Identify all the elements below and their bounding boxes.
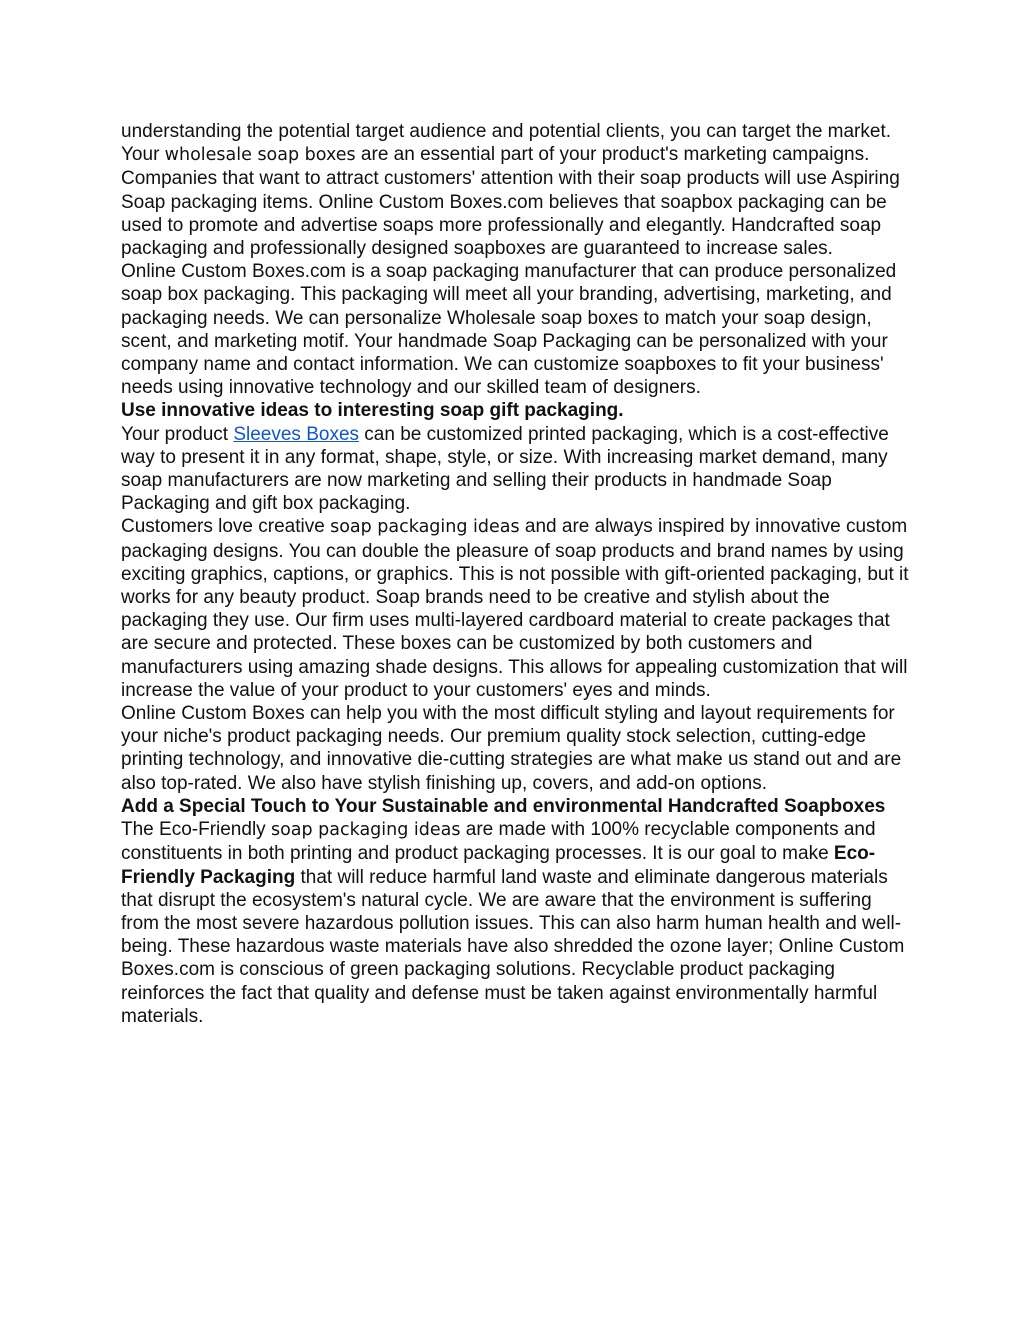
eco-friendly-packaging-bold: Eco-Friendly Packaging (121, 843, 876, 888)
paragraph-sleeves-boxes (121, 423, 911, 516)
sleeves-boxes-link[interactable]: Sleeves Boxes (233, 423, 360, 445)
paragraph-styling-layout-text: Online Custom Boxes can help you with the most difficult styling and layout requirements for your niche's product packaging needs. Our premium quality stock selection, cutting-edge printing technology, and innovative die-cutting strategies are what make us stand out and are also top-rated. We also have stylish finishing up, covers, and add-on options. (121, 703, 902, 794)
paragraph-wholesale-soap-boxes-lead: Your (121, 144, 165, 166)
soap-packaging-ideas-phrase: soap packaging ideas (330, 517, 520, 538)
document-body (121, 120, 911, 1028)
eco-soap-packaging-ideas-phrase: soap packaging ideas (270, 820, 461, 841)
paragraph-wholesale-soap-boxes-text: are an essential part of your product's marketing campaigns. Companies that want to attract customers' attention with their soap products will use Aspiring Soap packaging items. Online Custom Boxes.com believes that soapbox packaging can be used to promote and advertise soaps more professionally and elegantly. Handcrafted soap packaging and professionally designed soapboxes are guaranteed to increase sales. (121, 144, 900, 260)
paragraph-manufacturer (121, 260, 911, 399)
paragraph-wholesale-soap-boxes (121, 143, 911, 260)
paragraph-manufacturer-text: Online Custom Boxes.com is a soap packaging manufacturer that can produce personalized soap box packaging. This packaging will meet all your branding, advertising, marketing, and packaging needs. We can personalize Wholesale soap boxes to match your soap design, scent, and marketing motif. Your handmade Soap Packaging can be personalized with your company name and contact information. We can customize soapboxes to fit your business' needs using innovative technology and our skilled team of designers. (121, 261, 897, 399)
heading-special-touch: Add a Special Touch to Your Sustainable and environmental Handcrafted Soapboxes (121, 795, 886, 817)
paragraph-styling-layout (121, 702, 911, 795)
paragraph-creative-packaging (121, 515, 911, 702)
heading-innovative-ideas: Use innovative ideas to interesting soap gift packaging. (121, 400, 624, 422)
paragraph-creative-packaging-lead: Customers love creative (121, 516, 331, 538)
paragraph-creative-packaging-text: and are always inspired by innovative custom packaging designs. You can double the pleasure of soap products and brand names by using exciting graphics, captions, or graphics. This is not possible with gift-oriented packaging, but it works for any beauty product. Soap brands need to be creative and stylish about the packaging they use. Our firm uses multi-layered cardboard material to create packages that are secure and protected. These boxes can be customized by both customers and manufacturers using amazing shade designs. This allows for appealing customization that will increase the value of your product to your customers' eyes and minds. (121, 516, 909, 701)
paragraph-eco-friendly-text: that will reduce harmful land waste and eliminate dangerous materials that disrupt the ecosystem's natural cycle. We are aware that the environment is suffering from the most severe hazardous pollution issues. This can also harm human health and well-being. These hazardous waste materials have also shredded the ozone layer; Online Custom Boxes.com is conscious of green packaging solutions. Recyclable product packaging reinforces the fact that quality and defense must be taken against environmentally harmful materials. (121, 866, 905, 1027)
paragraph-eco-friendly-middle: are made with 100% recyclable components and constituents in both printing and product packaging processes. It is our goal to make (121, 819, 876, 865)
paragraph-target-market (121, 120, 911, 143)
paragraph-target-market-text: understanding the potential target audience and potential clients, you can target the market. (121, 121, 892, 142)
paragraph-eco-friendly-lead: The Eco-Friendly (121, 819, 271, 841)
paragraph-eco-friendly (121, 818, 911, 1028)
paragraph-sleeves-boxes-lead: Your product (121, 423, 234, 445)
wholesale-soap-boxes-phrase: wholesale soap boxes (164, 145, 356, 166)
paragraph-sleeves-boxes-text: can be customized printed packaging, which is a cost-effective way to present it in any format, shape, style, or size. With increasing market demand, many soap manufacturers are now marketing and selling their products in handmade Soap Packaging and gift box packaging. (121, 423, 889, 515)
